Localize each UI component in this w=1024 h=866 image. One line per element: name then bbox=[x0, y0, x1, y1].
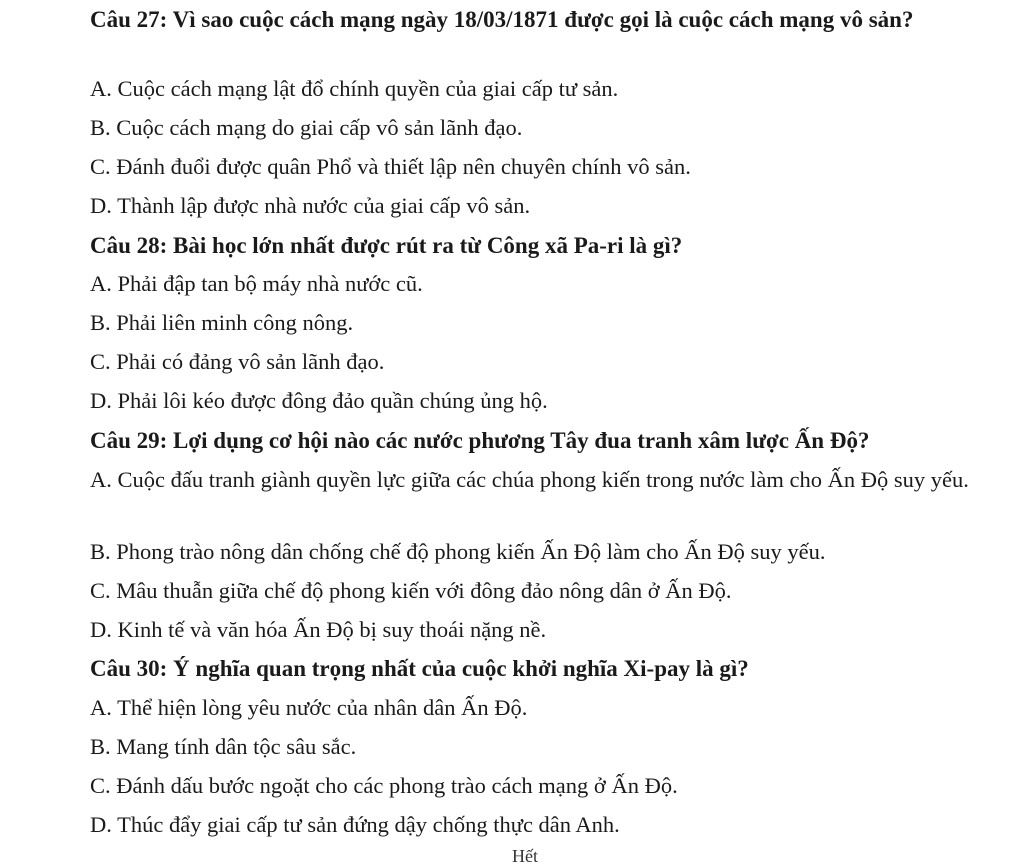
question-29-option-b: B. Phong trào nông dân chống chế độ phong kiến Ấn Độ làm cho Ấn Độ suy yếu. bbox=[90, 539, 826, 564]
question-29-option-d: D. Kinh tế và văn hóa Ấn Độ bị suy thoái nặng nề. bbox=[90, 617, 547, 642]
question-28-option-b: B. Phải liên minh công nông. bbox=[90, 310, 354, 335]
question-29-option-c: C. Mâu thuẫn giữa chế độ phong kiến với đông đảo nông dân ở Ấn Độ. bbox=[90, 578, 732, 603]
question-30-option-b: B. Mang tính dân tộc sâu sắc. bbox=[90, 734, 357, 759]
question-29-title: Câu 29: Lợi dụng cơ hội nào các nước phương Tây đua tranh xâm lược Ấn Độ? bbox=[90, 428, 870, 453]
question-30-option-d: D. Thúc đẩy giai cấp tư sản đứng dậy chống thực dân Anh. bbox=[90, 812, 620, 837]
question-28-option-c: C. Phải có đảng vô sản lãnh đạo. bbox=[90, 349, 385, 374]
question-27-option-c: C. Đánh đuổi được quân Phổ và thiết lập nên chuyên chính vô sản. bbox=[90, 154, 691, 179]
question-30-option-a: A. Thể hiện lòng yêu nước của nhân dân Ấn Độ. bbox=[90, 695, 528, 720]
question-30-title: Câu 30: Ý nghĩa quan trọng nhất của cuộc khởi nghĩa Xi-pay là gì? bbox=[90, 656, 749, 681]
question-27-option-d: D. Thành lập được nhà nước của giai cấp vô sản. bbox=[90, 193, 531, 218]
question-27-option-b: B. Cuộc cách mạng do giai cấp vô sản lãnh đạo. bbox=[90, 115, 523, 140]
end-marker: Hết bbox=[512, 846, 538, 866]
question-28-option-d: D. Phải lôi kéo được đông đảo quần chúng ủng hộ. bbox=[90, 388, 548, 413]
question-30-option-c: C. Đánh dấu bước ngoặt cho các phong trào cách mạng ở Ấn Độ. bbox=[90, 773, 678, 798]
question-27-title: Câu 27: Vì sao cuộc cách mạng ngày 18/03/1871 được gọi là cuộc cách mạng vô sản? bbox=[90, 7, 914, 32]
question-28-option-a: A. Phải đập tan bộ máy nhà nước cũ. bbox=[90, 271, 423, 296]
question-29-option-a: A. Cuộc đấu tranh giành quyền lực giữa các chúa phong kiến trong nước làm cho Ấn Độ suy yếu. bbox=[90, 467, 969, 492]
question-27-option-a: A. Cuộc cách mạng lật đổ chính quyền của giai cấp tư sản. bbox=[90, 76, 619, 101]
question-28-title: Câu 28: Bài học lớn nhất được rút ra từ Công xã Pa-ri là gì? bbox=[90, 233, 683, 258]
